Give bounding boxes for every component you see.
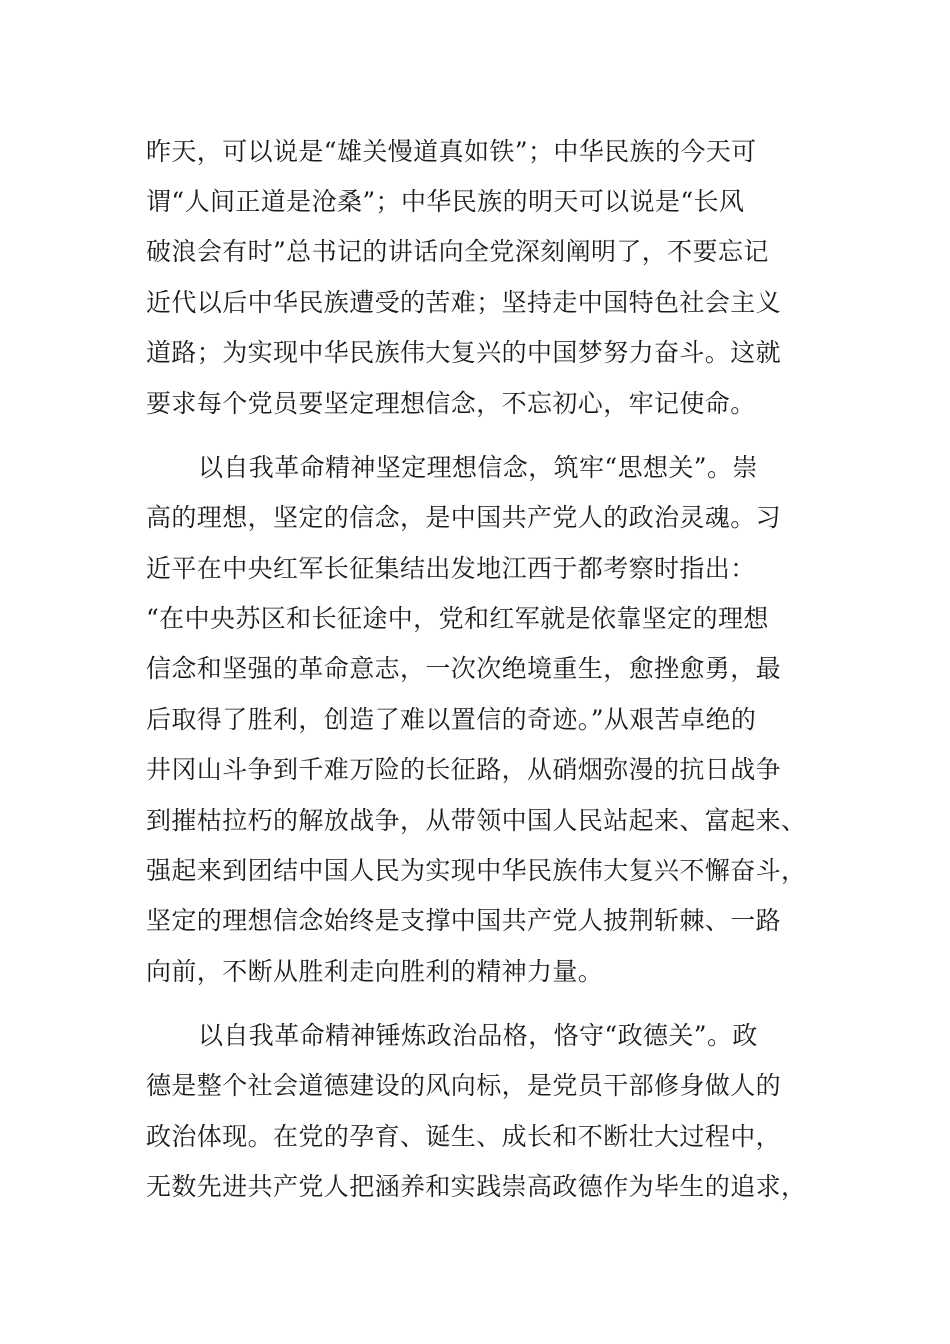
text-line: 要求每个党员要坚定理想信念，不忘初心，牢记使命。 — [146, 389, 756, 418]
text-line: 信念和坚强的革命意志，一次次绝境重生，愈挫愈勇，最 — [146, 654, 782, 683]
text-line: 到摧枯拉朽的解放战争，从带领中国人民站起来、富起来、 — [146, 806, 807, 835]
text-line: 强起来到团结中国人民为实现中华民族伟大复兴不懈奋斗， — [146, 856, 807, 885]
text-line: 破浪会有时”总书记的讲话向全党深刻阐明了，不要忘记 — [146, 237, 769, 266]
text-line: 坚定的理想信念始终是支撑中国共产党人披荆斩棘、一路 — [146, 906, 782, 935]
text-line: 向前，不断从胜利走向胜利的精神力量。 — [146, 957, 604, 986]
text-line: 昨天，可以说是“雄关慢道真如铁”；中华民族的今天可 — [146, 137, 757, 166]
text-line: 近代以后中华民族遭受的苦难；坚持走中国特色社会主义 — [146, 288, 782, 317]
text-line: 井冈山斗争到千难万险的长征路，从硝烟弥漫的抗日战争 — [146, 755, 782, 784]
text-line: 谓“人间正道是沧桑”；中华民族的明天可以说是“长风 — [146, 187, 745, 216]
text-line: 德是整个社会道德建设的风向标，是党员干部修身做人的 — [146, 1071, 782, 1100]
text-line: 后取得了胜利，创造了难以置信的奇迹。”从艰苦卓绝的 — [146, 705, 757, 734]
text-line: 道路；为实现中华民族伟大复兴的中国梦努力奋斗。这就 — [146, 338, 782, 367]
text-line: 无数先进共产党人把涵养和实践崇高政德作为毕生的追求， — [146, 1172, 807, 1201]
paragraph-start-line: 以自我革命精神锤炼政治品格，恪守“政德关”。政 — [198, 1021, 758, 1050]
text-line: 近平在中央红军长征集结出发地江西于都考察时指出： — [146, 554, 756, 583]
paragraph-start-line: 以自我革命精神坚定理想信念，筑牢“思想关”。崇 — [198, 453, 758, 482]
text-line: 政治体现。在党的孕育、诞生、成长和不断壮大过程中， — [146, 1122, 782, 1151]
text-line: 高的理想，坚定的信念，是中国共产党人的政治灵魂。习 — [146, 503, 782, 532]
text-line: “在中央苏区和长征途中，党和红军就是依靠坚定的理想 — [146, 604, 769, 633]
